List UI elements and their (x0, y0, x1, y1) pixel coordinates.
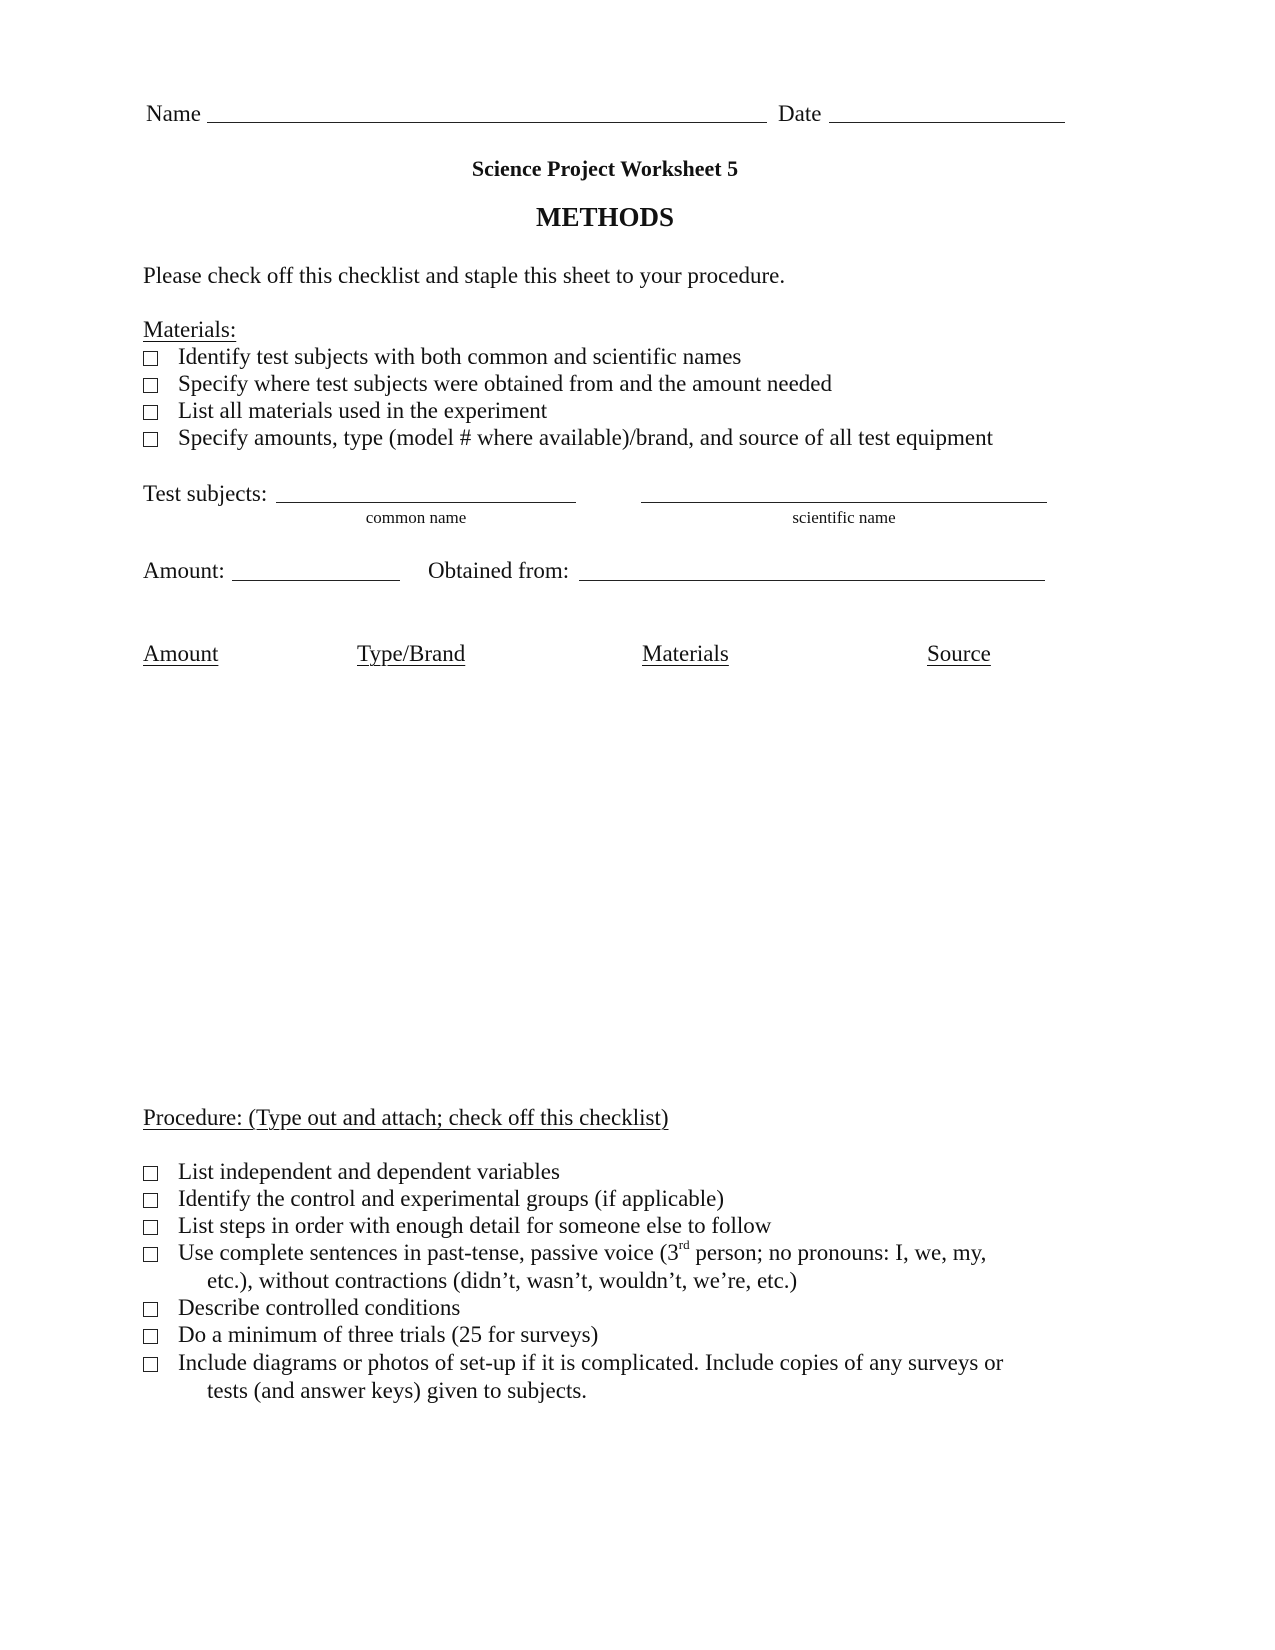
materials-checkbox-2[interactable] (143, 378, 158, 393)
materials-item-2: Specify where test subjects were obtained from and the amount needed (178, 371, 832, 396)
procedure-checkbox-2[interactable] (143, 1193, 158, 1208)
procedure-item-5: Describe controlled conditions (178, 1295, 461, 1320)
obtained-from-label: Obtained from: (428, 558, 570, 583)
scientific-name-caption: scientific name (792, 508, 896, 527)
procedure-item-2: Identify the control and experimental groups (if applicable) (178, 1186, 725, 1211)
date-field[interactable] (829, 122, 1065, 123)
materials-checkbox-3[interactable] (143, 405, 158, 420)
materials-item-3: List all materials used in the experiment (178, 398, 548, 423)
procedure-item-7-line2: tests (and answer keys) given to subjects. (207, 1378, 588, 1403)
column-header-materials: Materials (642, 641, 729, 666)
page-heading: METHODS (535, 202, 675, 232)
date-label: Date (778, 101, 822, 126)
materials-item-4: Specify amounts, type (model # where available)/brand, and source of all test equipment (178, 425, 993, 450)
test-subjects-label: Test subjects: (143, 481, 268, 506)
procedure-checkbox-7[interactable] (143, 1357, 158, 1372)
materials-checkbox-1[interactable] (143, 351, 158, 366)
common-name-caption: common name (365, 508, 467, 527)
amount-label: Amount: (143, 558, 225, 583)
procedure-checkbox-5[interactable] (143, 1302, 158, 1317)
procedure-heading: Procedure: (Type out and attach; check off this checklist) (143, 1105, 669, 1130)
procedure-item-6: Do a minimum of three trials (25 for surveys) (178, 1322, 599, 1347)
column-header-amount: Amount (143, 641, 219, 666)
column-header-type-brand: Type/Brand (357, 641, 466, 666)
procedure-item-3: List steps in order with enough detail for someone else to follow (178, 1213, 772, 1238)
materials-item-1: Identify test subjects with both common and scientific names (178, 344, 742, 369)
obtained-from-field[interactable] (579, 580, 1045, 581)
procedure-item-1: List independent and dependent variables (178, 1159, 560, 1184)
materials-heading: Materials: (143, 317, 237, 342)
procedure-checkbox-4[interactable] (143, 1247, 158, 1262)
procedure-item-7-line1: Include diagrams or photos of set-up if it is complicated. Include copies of any surveys or (178, 1350, 1004, 1375)
ordinal-superscript: rd (678, 1237, 690, 1253)
worksheet-title: Science Project Worksheet 5 (471, 156, 739, 181)
name-label: Name (146, 101, 201, 126)
column-header-source: Source (927, 641, 991, 666)
procedure-item-4-line2: etc.), without contractions (didn’t, wasn’t, wouldn’t, we’re, etc.) (207, 1268, 798, 1293)
procedure-checkbox-6[interactable] (143, 1329, 158, 1344)
amount-field[interactable] (232, 580, 400, 581)
procedure-item-4-line1: Use complete sentences in past-tense, passive voice (3rd person; no pronouns: I, we, my, (178, 1237, 987, 1265)
common-name-field[interactable] (276, 502, 576, 503)
procedure-checkbox-3[interactable] (143, 1220, 158, 1235)
scientific-name-field[interactable] (641, 502, 1047, 503)
procedure-checkbox-1[interactable] (143, 1166, 158, 1181)
materials-checkbox-4[interactable] (143, 432, 158, 447)
instructions-text: Please check off this checklist and staple this sheet to your procedure. (143, 263, 786, 288)
name-field[interactable] (207, 122, 767, 123)
